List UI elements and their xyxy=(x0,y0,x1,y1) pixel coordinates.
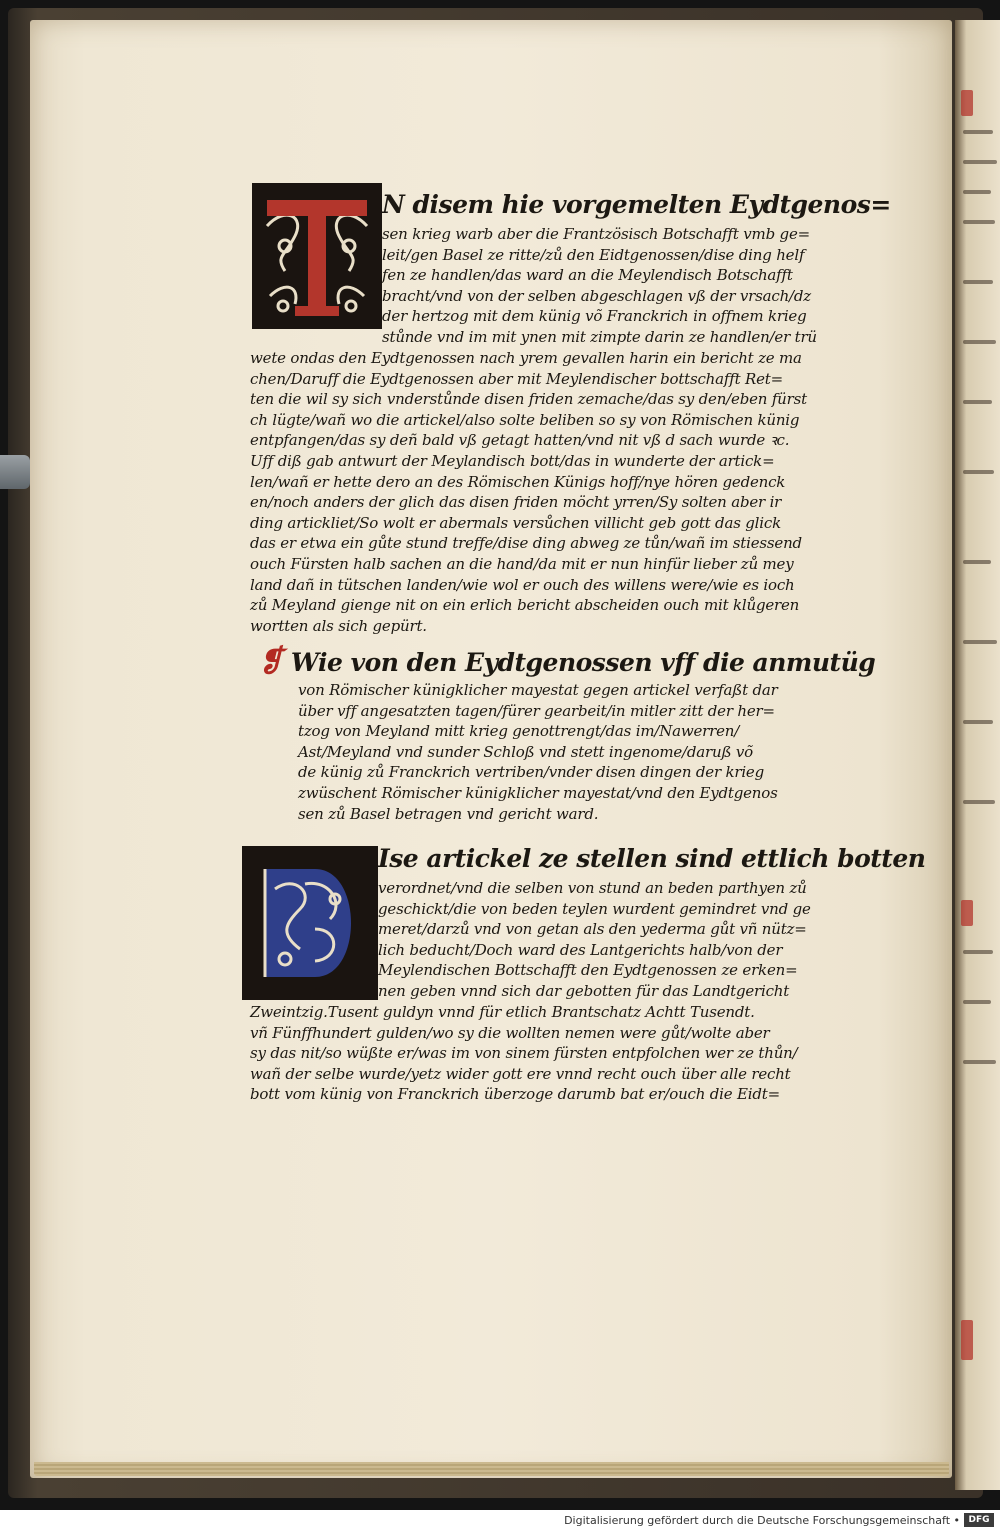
credit-text: Digitalisierung gefördert durch die Deutsche Forschungsgemeinschaft • xyxy=(564,1514,960,1527)
text-line: ch lügte/wañ wo die artickel/also solte beliben so sy von Römischen künig xyxy=(250,410,800,429)
facing-rubric-mark xyxy=(961,90,973,116)
section2-body xyxy=(298,680,778,824)
woodcut-initial-T-icon xyxy=(252,183,382,329)
text-line: verordnet/vnd die selben von stund an beden parthyen zů xyxy=(378,879,807,897)
text-line: land dañ in tütschen landen/wie wol er ouch des willens were/wie es ioch xyxy=(250,575,795,594)
text-line: bott vom künig von Franckrich überzoge darumb bat er/ouch die Eidt= xyxy=(250,1085,780,1104)
text-line: meret/darzů vnd von getan als den yederma gůt vñ nütz= xyxy=(378,920,807,939)
section3-heading: Ise artickel ze stellen sind ettlich botten xyxy=(378,844,926,873)
text-line: chen/Daruff die Eydtgenossen aber mit Meylendischer bottschafft Ret= xyxy=(250,369,783,388)
book-clasp xyxy=(0,455,30,489)
text-line: von Römischer künigklicher mayestat gegen artickel verfaßt dar xyxy=(298,681,778,699)
facing-text-line xyxy=(963,220,995,224)
facing-text-line xyxy=(963,1060,996,1064)
text-line: leit/gen Basel ze ritte/zů den Eidtgenossen/dise ding helf xyxy=(382,245,805,264)
text-line: geschickt/die von beden teylen wurdent gemindret vnd ge xyxy=(378,899,811,918)
text-line: Meylendischen Bottschafft den Eydtgenossen ze erken= xyxy=(378,961,798,980)
section3-body-full xyxy=(250,1002,797,1105)
text-line: wortten als sich gepürt. xyxy=(250,616,427,635)
text-line: nen geben vnnd sich dar gebotten für das Landtgericht xyxy=(378,981,790,1000)
digitization-credit-bar xyxy=(0,1510,1000,1532)
text-line: de künig zů Franckrich vertriben/vnder disen dingen der krieg xyxy=(298,763,765,782)
text-line: entpfangen/das sy deñ bald vß getagt hatten/vnd nit vß d sach wurde ꝛc. xyxy=(250,431,790,450)
text-line: Uff diß gab antwurt der Meylandisch bott/das in wunderte der artick= xyxy=(250,451,775,470)
woodcut-initial-D-icon xyxy=(242,846,378,1000)
text-line: wete ondas den Eydtgenossen nach yrem gevallen harin ein bericht ze ma xyxy=(250,349,802,367)
text-line: zwüschent Römischer künigklicher mayestat/vnd den Eydtgenos xyxy=(298,783,778,802)
text-line: sy das nit/so wüßte er/was im von sinem fürsten entpfolchen wer ze thůn/ xyxy=(250,1044,798,1063)
text-line: sen zů Basel betragen vnd gericht ward. xyxy=(298,804,599,823)
section1-body-full xyxy=(250,348,807,636)
section3-heading-block xyxy=(378,842,925,876)
section2-heading-block xyxy=(258,645,875,680)
text-line: sen krieg warb aber die Frantzösisch Botschafft vmb ge= xyxy=(382,225,810,243)
text-line: vñ Fünffhundert gulden/wo sy die wollten nemen were gůt/wolte aber xyxy=(250,1023,770,1042)
section1-heading-block xyxy=(382,188,891,222)
facing-text-line xyxy=(963,280,993,284)
facing-text-line xyxy=(963,800,995,804)
section1-body xyxy=(382,224,817,348)
text-line: der hertzog mit dem künig võ Franckrich in offnem krieg xyxy=(382,307,807,326)
text-line: zů Meyland gienge nit on ein erlich bericht abscheiden ouch mit klůgeren xyxy=(250,596,800,615)
text-line: das er etwa ein gůte stund treffe/dise ding abweg ze tůn/wañ im stiessend xyxy=(250,534,802,553)
text-line: wañ der selbe wurde/yetz wider gott ere vnnd recht ouch über alle recht xyxy=(250,1064,791,1083)
text-line: Ast/Meyland vnd sunder Schloß vnd stett ingenome/daruß võ xyxy=(298,742,753,761)
text-line: über vff angesatzten tagen/fürer gearbeit/in mitler zitt der her= xyxy=(298,701,775,720)
text-line: tzog von Meyland mitt krieg genottrengt/das im/Nawerren/ xyxy=(298,722,740,741)
facing-text-line xyxy=(963,160,997,164)
facing-text-line xyxy=(963,560,991,564)
text-line: fen ze handlen/das ward an die Meylendisch Botschafft xyxy=(382,266,793,285)
text-line: len/wañ er hette dero an des Römischen Künigs hoff/nye hören gedenck xyxy=(250,472,786,491)
text-line: en/noch anders der glich das disen friden möcht yrren/Sy solten aber ir xyxy=(250,493,782,512)
dfg-logo: DFG xyxy=(964,1513,994,1527)
text-line: bracht/vnd von der selben abgeschlagen vß der vrsach/dz xyxy=(382,286,812,305)
text-line: stůnde vnd im mit ynen mit zimpte darin ze handlen/er trü xyxy=(382,327,817,346)
facing-rubric-mark xyxy=(961,900,973,926)
facing-text-line xyxy=(963,400,992,404)
facing-text-line xyxy=(963,950,993,954)
facing-rubric-mark xyxy=(961,1320,973,1360)
section3-body xyxy=(378,878,811,1002)
section1-heading: N disem hie vorgemelten Eydtgenos= xyxy=(382,190,891,219)
text-line: ten die wil sy sich vnderstůnde disen friden zemache/das sy den/eben fürst xyxy=(250,390,807,409)
facing-text-line xyxy=(963,190,991,194)
facing-text-line xyxy=(963,1000,991,1004)
section2-heading xyxy=(258,645,875,680)
facing-text-line xyxy=(963,340,996,344)
text-line: Zweintzig.Tusent guldyn vnnd für etlich Brantschatz Achtt Tusendt. xyxy=(250,1003,755,1021)
text-line: ouch Fürsten halb sachen an die hand/da mit er nun hinfür lieber zů mey xyxy=(250,554,794,573)
page-edge-gilt xyxy=(34,1462,949,1476)
facing-text-line xyxy=(963,720,993,724)
text-line: lich beducht/Doch ward des Lantgerichts halb/von der xyxy=(378,940,783,959)
facing-text-line xyxy=(963,470,994,474)
facing-text-line xyxy=(963,130,993,134)
section2-heading-text: Wie von den Eydtgenossen vff die anmutüg xyxy=(290,648,876,677)
rubric-capital: ❡ xyxy=(258,644,283,679)
facing-page-edge xyxy=(955,20,1000,1490)
text-line: ding artickliet/So wolt er abermals versůchen villicht geb gott das glick xyxy=(250,513,781,532)
facing-text-line xyxy=(963,640,997,644)
